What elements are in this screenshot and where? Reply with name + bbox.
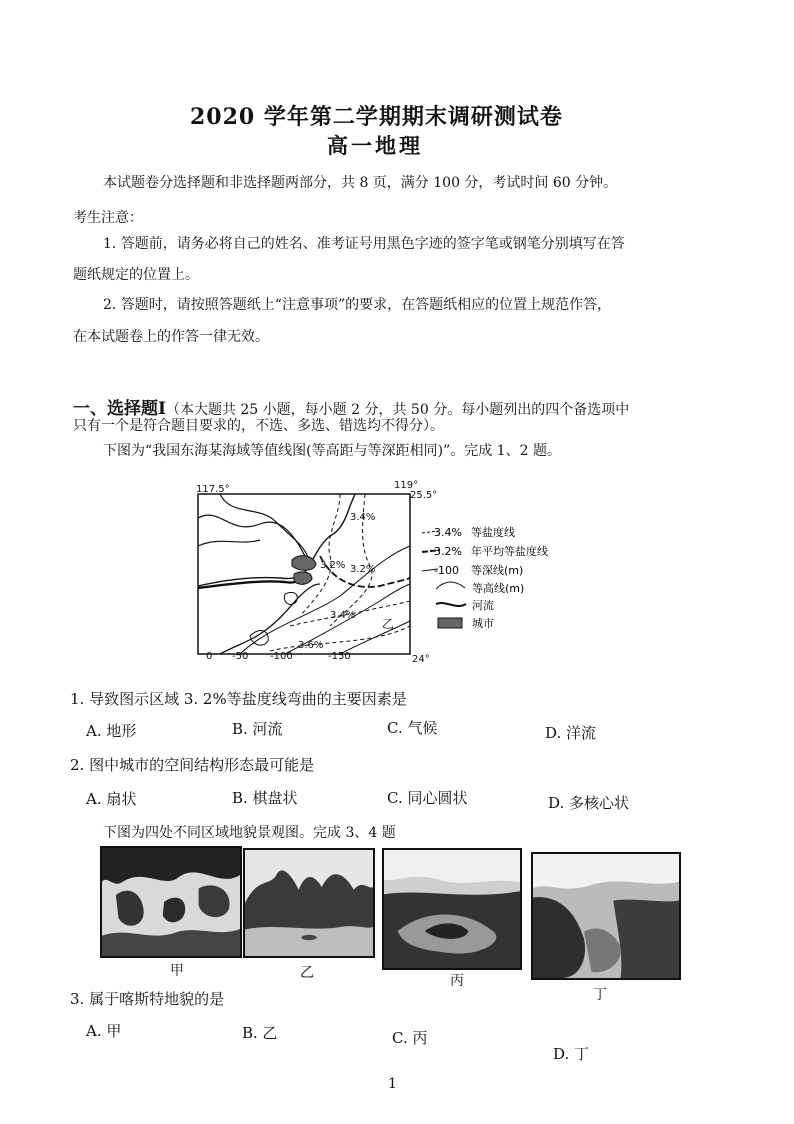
q1-option-c[interactable]: C. 气候 (387, 719, 438, 737)
depth-100: -100 (270, 651, 293, 662)
legend-city-symbol (438, 618, 462, 628)
q3-option-b[interactable]: B. 乙 (242, 1024, 278, 1042)
question-1-stem: 1. 导致图示区域 3. 2%等盐度线弯曲的主要因素是 (70, 690, 407, 708)
depth-50: -50 (232, 651, 249, 662)
q1-option-d[interactable]: D. 洋流 (545, 724, 597, 742)
caption-ding: 丁 (593, 987, 607, 1003)
iso-34-bottom: 3.4% (330, 610, 356, 621)
legend-contour-label: 等高线(m) (472, 582, 525, 595)
depth-150: -150 (328, 651, 351, 662)
page-number: 1 (388, 1076, 397, 1092)
photo-jia (100, 846, 242, 958)
salinity-line-34 (300, 494, 340, 616)
photo-ding (531, 852, 681, 980)
city-area (292, 556, 316, 571)
q1-option-b[interactable]: B. 河流 (232, 720, 283, 738)
q1-option-a[interactable]: A. 地形 (86, 722, 137, 740)
iso-34-top: 3.4% (350, 512, 376, 523)
section-desc-b: 只有一个是符合题目要求的，不选、多选、错选均不得分）。 (73, 418, 444, 434)
iso-32-left: 3.2% (320, 560, 346, 571)
legend-depth-label: 等深线(m) (471, 564, 524, 577)
intro-line: 本试题卷分选择题和非选择题两部分，共 8 页，满分 100 分，考试时间 60 分钟。 (103, 175, 618, 191)
karst-landscape-image (102, 848, 240, 956)
question-3-stem: 3. 属于喀斯特地貌的是 (70, 990, 225, 1008)
contour-line (220, 494, 308, 558)
lon-right-label: 119° (394, 480, 419, 491)
canyon-landscape-image (533, 854, 679, 978)
legend-salinity-label: 等盐度线 (471, 526, 515, 539)
label-yi: 乙 (382, 617, 395, 631)
legend-river-symbol (436, 603, 466, 606)
city-area (294, 572, 312, 584)
caption-jia: 甲 (170, 963, 184, 979)
q3-option-c[interactable]: C. 丙 (392, 1029, 428, 1047)
map-intro: 下图为“我国东海某海域等值线图(等高距与等深距相同)”。完成 1、2 题。 (103, 443, 561, 459)
coastline (198, 494, 355, 586)
caption-yi: 乙 (300, 965, 314, 981)
river (198, 572, 306, 588)
section-desc-a: （本大题共 25 小题，每小题 2 分，共 50 分。每小题列出的四个备选项中 (165, 402, 630, 418)
q2-option-d[interactable]: D. 多核心状 (548, 794, 630, 812)
legend-annual-label: 年平均等盐度线 (471, 545, 548, 558)
legend-river-label: 河流 (472, 599, 494, 612)
landscape-intro: 下图为四处不同区域地貌景观图。完成 3、4 题 (103, 825, 396, 841)
q2-option-a[interactable]: A. 扇状 (86, 790, 137, 808)
isoline-map (190, 476, 570, 668)
q3-option-d[interactable]: D. 丁 (553, 1045, 590, 1063)
legend-depth-value: -100 (434, 564, 459, 577)
legend-salinity-value: 3.4% (434, 526, 462, 539)
depth-0: 0 (206, 651, 213, 662)
notice-title: 考生注意： (73, 210, 143, 226)
subject-title: 高一地理 (327, 133, 423, 158)
legend-annual-value: 3.2% (434, 545, 462, 558)
river-valley-image (245, 850, 373, 956)
photo-bing (382, 848, 522, 970)
note-2b: 在本试题卷上的作答一律无效。 (73, 329, 269, 345)
note-2a: 2. 答题时，请按照答题纸上“注意事项”的要求，在答题纸相应的位置上规范作答， (103, 297, 612, 313)
caption-bing: 丙 (450, 973, 464, 989)
lat-bottom-label: 24° (412, 654, 430, 665)
note-1a: 1. 答题前，请务必将自己的姓名、准考证号用黑色字迹的签字笔或钢笔分别填写在答 (103, 236, 625, 252)
legend-contour-symbol (436, 582, 465, 589)
meander-landscape-image (384, 850, 520, 968)
photo-yi (243, 848, 375, 958)
exam-title: 2020 学年第二学期期末调研测试卷 (190, 104, 563, 130)
section-heading: 一、选择题Ⅰ (73, 399, 166, 419)
legend-city-label: 城市 (472, 617, 494, 630)
iso-32-right: 3.2% (350, 564, 376, 575)
q2-option-b[interactable]: B. 棋盘状 (232, 789, 298, 807)
q2-option-c[interactable]: C. 同心圆状 (387, 789, 468, 807)
q3-option-a[interactable]: A. 甲 (86, 1022, 122, 1040)
iso-36: 3.6% (298, 640, 324, 651)
lat-top-label: 25.5° (410, 490, 438, 501)
contour-line (198, 540, 260, 546)
lon-left-label: 117.5° (196, 484, 230, 495)
question-2-stem: 2. 图中城市的空间结构形态最可能是 (70, 756, 315, 774)
island (284, 592, 297, 604)
note-1b: 题纸规定的位置上。 (73, 267, 199, 283)
depth-line (340, 621, 410, 654)
